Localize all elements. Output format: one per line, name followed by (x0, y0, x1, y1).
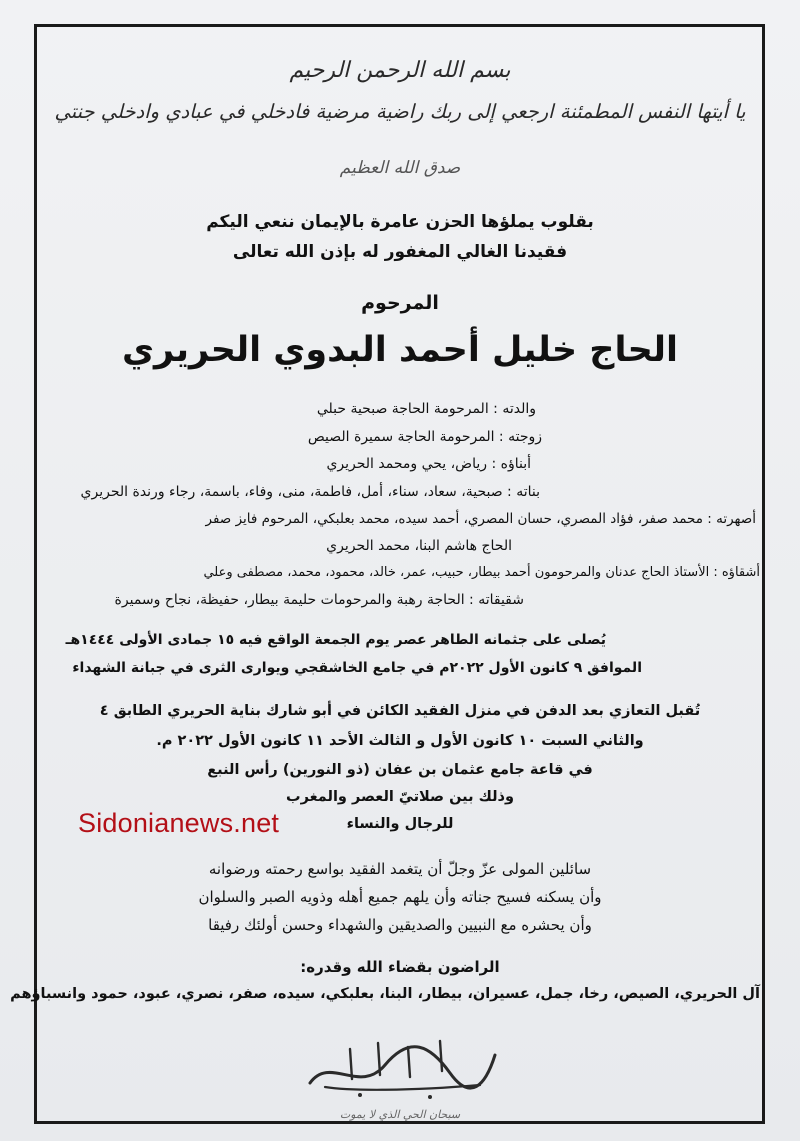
deceased-name: الحاج خليل أحمد البدوي الحريري (121, 330, 679, 370)
condolence-line-4: وذلك بين صلاتيّ العصر والمغرب (286, 789, 514, 805)
funeral-line-1: يُصلى على جثمانه الطاهر عصر يوم الجمعة الواقع فيه ١٥ جمادى الأولى ١٤٤٤هـ (65, 632, 606, 648)
family-inlaws-1: أصهرته : محمد صفر، فؤاد المصري، حسان المصري، أحمد سيده، محمد بعلبكي، المرحوم فايز صفر (205, 511, 756, 527)
intro-line-1: بقلوب يملؤها الحزن عامرة بالإيمان ننعي اليكم (206, 212, 594, 232)
condolence-line-5: للرجال والنساء (346, 816, 454, 832)
prayer-line-1: سائلين المولى عزّ وجلّ أن يتغمد الفقيد بواسع رحمته ورضوانه (208, 860, 592, 878)
intro-line-2: فقيدنا الغالي المغفور له بإذن الله تعالى (232, 242, 568, 262)
family-mother: والدته : المرحومة الحاجة صبحية حبلي (316, 401, 536, 417)
prayer-line-3: وأن يحشره مع النبيين والصديقين والشهداء وحسن أولئك رفيقا (208, 916, 592, 934)
verse-closing: صدق الله العظيم (339, 158, 461, 178)
closing-calligraphy-text: سبحان الحي الذي لا يموت (339, 1108, 461, 1121)
calligraphy-ornament (290, 1025, 510, 1105)
family-sisters: شقيقاته : الحاجة رهبة والمرحومات حليمة بيطار، حفيظة، نجاح وسميرة (114, 592, 524, 608)
prayer-line-2: وأن يسكنه فسيح جناته وأن يلهم جميع أهله وذويه الصبر والسلوان (198, 888, 602, 906)
signoff-label: الراضون بقضاء الله وقدره: (300, 958, 500, 976)
family-brothers: أشقاؤه : الأستاذ الحاج عدنان والمرحومون أحمد بيطار، حبيب، عمر، خالد، محمود، محمد، مصطفى وعلي (203, 565, 760, 580)
condolence-line-3: في قاعة جامع عثمان بن عفان (ذو النورين) رأس النبع (207, 762, 593, 778)
site-watermark: Sidonianews.net (78, 808, 280, 838)
deceased-label: المرحوم (361, 292, 439, 314)
funeral-line-2: الموافق ٩ كانون الأول ٢٠٢٢م في جامع الخاشقجي ويوارى الثرى في جبانة الشهداء (72, 660, 642, 676)
closing-calligraphy (290, 1025, 510, 1105)
condolence-line-1: تُقبل التعازي بعد الدفن في منزل الفقيد الكائن في أبو شارك بناية الحريري الطابق ٤ (99, 703, 701, 719)
basmala: بسم الله الرحمن الرحيم (289, 58, 511, 83)
quran-verse: يا أيتها النفس المطمئنة ارجعي إلى ربك راضية مرضية فادخلي في عبادي وادخلي جنتي (54, 100, 746, 123)
family-wife: زوجته : المرحومة الحاجة سميرة الصيص (307, 429, 542, 445)
family-daughters: بناته : صبحية، سعاد، سناء، أمل، فاطمة، منى، وفاء، باسمة، رجاء ورندة الحريري (80, 484, 540, 500)
family-inlaws-2: الحاج هاشم البنا، محمد الحريري (326, 538, 512, 554)
condolence-line-2: والثاني السبت ١٠ كانون الأول و الثالث الأحد ١١ كانون الأول ٢٠٢٢ م. (156, 733, 644, 749)
family-sons: أبناؤه : رياض، يحي ومحمد الحريري (326, 456, 531, 472)
signoff-families: آل الحريري، الصيص، رخا، جمل، عسيران، بيطار، البنا، بعلبكي، سيده، صفر، نصري، عبود، حمود وانسباؤهم (10, 986, 760, 1002)
